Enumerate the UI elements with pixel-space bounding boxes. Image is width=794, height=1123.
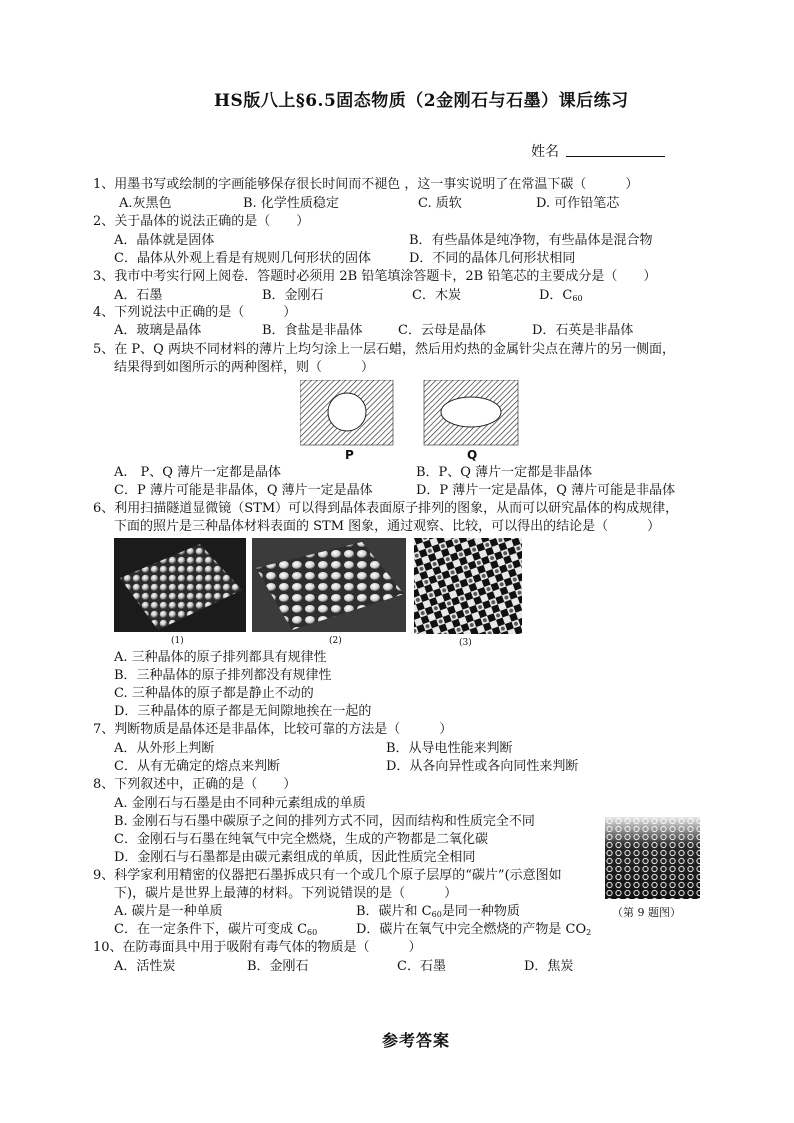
question-7-option-a: A．从外形上判断 [114,741,215,756]
question-3-option-b: B．金刚石 [262,288,324,303]
question-6-stem-line-1: 6、利用扫描隧道显微镜（STM）可以得到晶体表面原子排列的图象，从而可以研究晶体的构成规律， [93,501,679,516]
stm-image-3 [414,538,522,634]
question-5-stem-line-1: 5、在 P、Q 两块不同材料的薄片上均匀涂上一层石蜡，然后用灼热的金属针尖点在薄片的另一侧面， [93,342,675,357]
name-label: 姓名 [531,144,559,160]
question-10-option-d: D．焦炭 [524,959,574,974]
question-1-option-a: A.灰黑色 [119,196,172,211]
question-1-stem: 1、用墨书写或绘制的字画能够保存很长时间而不褪色 ，这一事实说明了在常温下碳（ ） [93,177,639,192]
question-3-option-d-text: D．C [539,288,573,303]
graphene-figure-graphic [605,817,700,899]
plate-p [300,380,393,445]
plate-q-label: Q [467,448,478,462]
question-6-option-b: B．三种晶体的原子排列都没有规律性 [114,668,332,683]
question-1-option-d: D. 可作铅笔芯 [536,196,620,211]
question-10-stem: 10、在防毒面具中用于吸附有毒气体的物质是（ ） [93,940,422,955]
question-5-option-c: C．P 薄片可能是非晶体，Q 薄片一定是晶体 [114,483,373,498]
question-7-option-c: C．从有无确定的熔点来判断 [114,759,280,774]
plate-q [424,380,518,445]
question-5-option-a: A. P、Q 薄片一定都是晶体 [114,465,282,480]
question-9-option-a: A. 碳片是一种单质 [114,904,223,919]
stm-image-2-caption: (2) [329,636,342,646]
question-5-option-b: B．P、Q 薄片一定都是非晶体 [416,465,593,480]
graphene-figure-caption: （第 9 题图） [612,906,681,919]
question-9-option-b-subscript: 60 [431,910,442,919]
stm-image-2-graphic [252,538,406,632]
question-7-option-d: D．从各向异性或各向同性来判断 [386,759,579,774]
question-2-option-c: C．晶体从外观上看是有规则几何形状的固体 [114,251,371,266]
question-5-stem-line-2: 结果得到如图所示的两种图样，则（ ） [114,360,375,375]
question-3-option-d [539,287,583,308]
question-8-option-c: C．金刚石与石墨在纯氧气中完全燃烧，生成的产物都是二氧化碳 [114,832,488,847]
question-9-option-d-text: D．碳片在氧气中完全燃烧的产物是 CO [356,922,587,937]
question-10-option-c: C．石墨 [397,959,446,974]
plate-p-label: P [345,448,354,462]
question-6-option-c: C. 三种晶体的原子都是静止不动的 [114,686,314,701]
question-7-stem: 7、判断物质是晶体还是非晶体，比较可靠的方法是（ ） [93,722,453,737]
question-3-option-a: A．石墨 [114,288,163,303]
question-5-figure [300,380,520,446]
question-9-stem-line-2: 下)，碳片是世界上最薄的材料。下列说错误的是（ ） [114,886,458,901]
question-8-stem: 8、下列叙述中，正确的是（ ） [93,777,297,792]
question-4-option-b: B．食盐是非晶体 [262,323,363,338]
question-6-option-a: A. 三种晶体的原子排列都具有规律性 [114,650,327,665]
graphene-figure [605,817,700,899]
question-7-option-b: B．从导电性能来判断 [386,741,513,756]
question-1-option-b: B. 化学性质稳定 [243,196,339,211]
stm-image-3-caption: (3) [459,638,472,648]
answer-heading: 参考答案 [382,1031,451,1050]
question-4-stem: 4、下列说法中正确的是（ ） [93,305,297,320]
question-2-option-b: B．有些晶体是纯净物，有些晶体是混合物 [409,233,653,248]
question-8-option-a: A. 金刚石与石墨是由不同种元素组成的单质 [114,796,366,811]
question-5-option-d: D．P 薄片一定是晶体，Q 薄片可能是非晶体 [416,483,676,498]
page-title: HS版八上§6.5固态物质（2金刚石与石墨）课后练习 [214,91,629,111]
question-6-option-d: D．三种晶体的原子都是无间隙地挨在一起的 [114,704,372,719]
question-9-stem-line-1: 9、科学家利用精密的仪器把石墨拆成只有一个或几个原子层厚的“碳片”(示意图如 [93,868,562,883]
question-3-option-d-subscript: 60 [572,294,583,303]
question-9-option-c-text: C．在一定条件下，碳片可变成 C [114,922,308,937]
question-10-option-a: A．活性炭 [114,959,176,974]
question-4-option-a: A．玻璃是晶体 [114,323,202,338]
question-3-stem: 3、我市中考实行网上阅卷．答题时必须用 2B 铅笔填涂答题卡，2B 铅笔芯的主要成分是（ ） [93,269,657,284]
stm-image-3-graphic [414,538,522,634]
question-8-option-b: B. 金刚石与石墨中碳原子之间的排列方式不同，因而结构和性质完全不同 [114,814,535,829]
name-blank-line[interactable] [566,156,665,157]
question-1-option-c: C. 质软 [418,196,462,211]
question-9-option-d-subscript: 2 [586,928,592,937]
stm-image-1 [114,538,246,632]
question-3-option-c: C．木炭 [412,288,461,303]
question-8-option-d: D．金刚石与石墨都是由碳元素组成的单质，因此性质完全相同 [114,850,476,865]
question-9-option-b-suffix: 是同一种物质 [441,904,520,919]
question-9-option-b-text: B．碳片和 C [356,904,432,919]
question-10-option-b: B．金刚石 [247,959,309,974]
question-2-option-a: A．晶体就是固体 [114,233,215,248]
stm-image-1-caption: (1) [171,636,184,646]
question-4-option-d: D．石英是非晶体 [532,323,634,338]
stm-image-2 [252,538,406,632]
question-2-stem: 2、关于晶体的说法正确的是（ ） [93,214,310,229]
question-6-stem-line-2: 下面的照片是三种晶体材料表面的 STM 图象，通过观察、比较，可以得出的结论是（ ） [114,519,661,534]
stm-image-1-graphic [114,538,246,632]
question-9-option-c-subscript: 60 [307,928,318,937]
question-2-option-d: D．不同的晶体几何形状相同 [409,251,576,266]
question-4-option-c: C．云母是晶体 [398,323,486,338]
